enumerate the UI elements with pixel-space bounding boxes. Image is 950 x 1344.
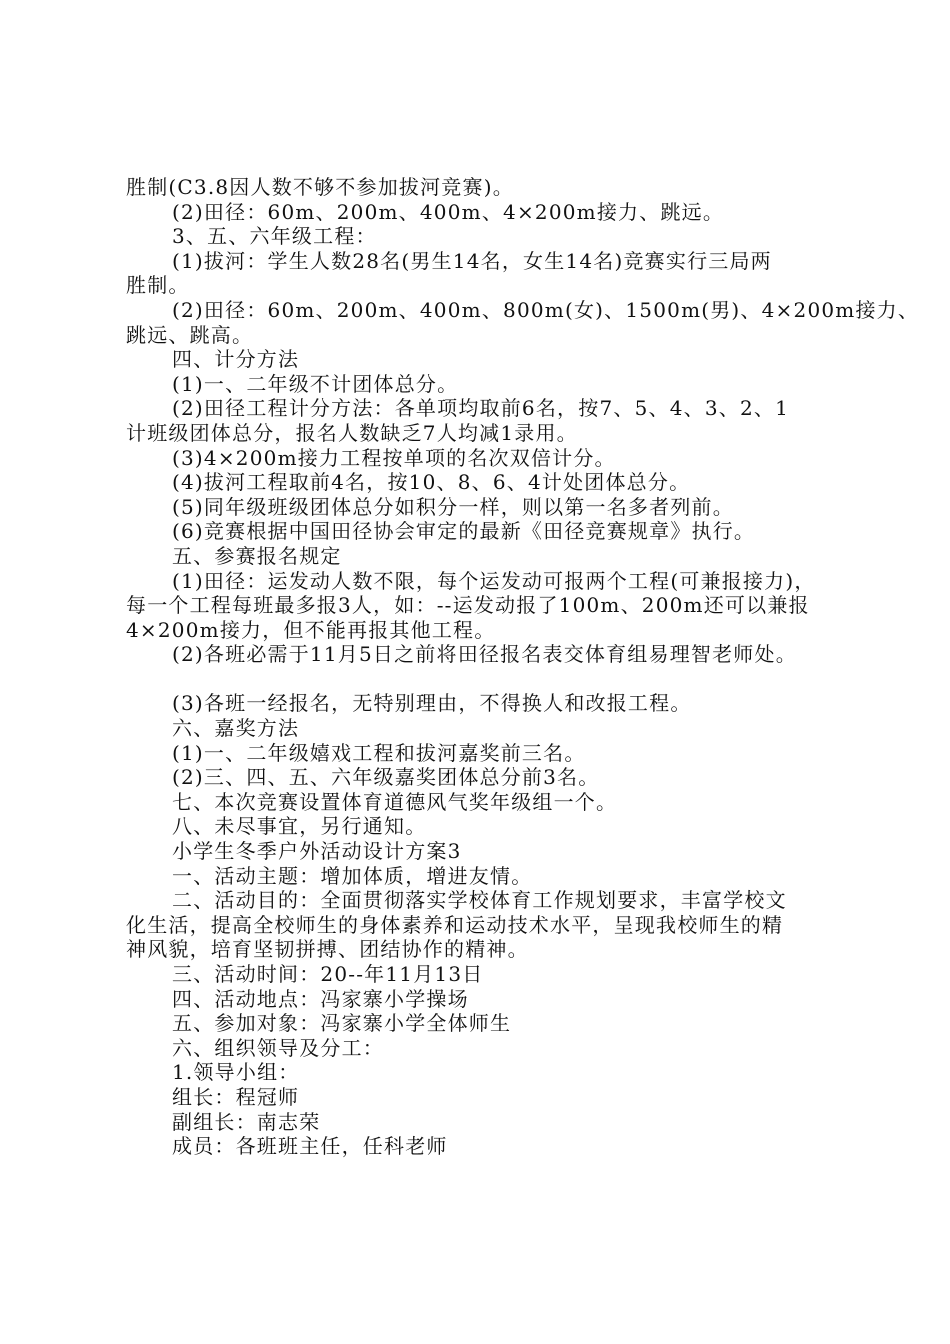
document-body: [126, 175, 920, 1159]
text-line: 计班级团体总分，报名人数缺乏7人均减1录用。: [126, 420, 578, 445]
text-line: (2)田径工程计分方法：各单项均取前6名，按7、5、4、3、2、1: [172, 396, 790, 421]
text-line: 三、活动时间：20--年11月13日: [172, 962, 484, 986]
text-line: 四、活动地点：冯家寨小学操场: [172, 986, 469, 1011]
text-line: 一、活动主题：增加体质，增进友情。: [172, 863, 533, 888]
text-line: (6)竞赛根据中国田径协会审定的最新《田径竞赛规章》执行。: [172, 519, 756, 544]
text-line: 神风貌，培育坚韧拼搏、团结协作的精神。: [126, 937, 529, 962]
blank-line: [126, 667, 846, 692]
text-line: 胜制(C3.8因人数不够不参加拔河竞赛)。: [126, 175, 514, 199]
text-line: (2)田径：60m、200m、400m、800m(女)、1500m(男)、4×200m接力、: [172, 297, 920, 322]
text-line: (1)拔河：学生人数28名(男生14名，女生14名)竞赛实行三局两: [172, 248, 772, 273]
text-line: (1)田径：运发动人数不限，每个运发动可报两个工程(可兼报接力)，: [172, 568, 816, 593]
text-line: 1.领导小组：: [172, 1060, 300, 1085]
text-line: 五、参赛报名规定: [172, 543, 342, 568]
text-line: (5)同年级班级团体总分如积分一样，则以第一名多者列前。: [172, 494, 734, 519]
text-line: 组长：程冠师: [172, 1084, 300, 1109]
text-line: 3、五、六年级工程：: [172, 224, 377, 249]
text-line: (2)各班必需于11月5日之前将田径报名表交体育组易理智老师处。: [172, 642, 797, 667]
text-line: 五、参加对象：冯家寨小学全体师生: [172, 1011, 512, 1036]
text-line: 二、活动目的：全面贯彻落实学校体育工作规划要求，丰富学校文: [172, 888, 787, 913]
text-line: 八、未尽事宜，另行通知。: [172, 814, 427, 839]
text-line: 七、本次竞赛设置体育道德风气奖年级组一个。: [172, 789, 618, 814]
text-line: 跳远、跳高。: [126, 322, 254, 347]
text-line: 成员：各班班主任，任科老师: [172, 1134, 448, 1159]
text-line: (1)一、二年级不计团体总分。: [172, 371, 459, 396]
text-line: (2)三、四、五、六年级嘉奖团体总分前3名。: [172, 765, 600, 790]
text-line: 六、嘉奖方法: [172, 716, 300, 741]
text-line: 四、计分方法: [172, 347, 300, 372]
text-line: 4×200m接力，但不能再报其他工程。: [126, 617, 496, 642]
text-line: (3)各班一经报名，无特别理由，不得换人和改报工程。: [172, 691, 692, 716]
text-line: 小学生冬季户外活动设计方案3: [172, 839, 462, 864]
text-line: (2)田径：60m、200m、400m、4×200m接力、跳远。: [172, 199, 725, 224]
text-line: (3)4×200m接力工程按单项的名次双倍计分。: [172, 445, 616, 470]
text-line: 副组长：南志荣: [172, 1109, 321, 1134]
text-line: 胜制。: [126, 273, 190, 298]
text-line: 化生活，提高全校师生的身体素养和运动技术水平，呈现我校师生的精: [126, 912, 784, 937]
text-line: (1)一、二年级嬉戏工程和拔河嘉奖前三名。: [172, 740, 586, 765]
text-line: 每一个工程每班最多报3人，如：--运发动报了100m、200m还可以兼报: [126, 593, 810, 618]
text-line: 六、组织领导及分工：: [172, 1035, 384, 1060]
text-line: (4)拔河工程取前4名，按10、8、6、4计处团体总分。: [172, 470, 691, 495]
